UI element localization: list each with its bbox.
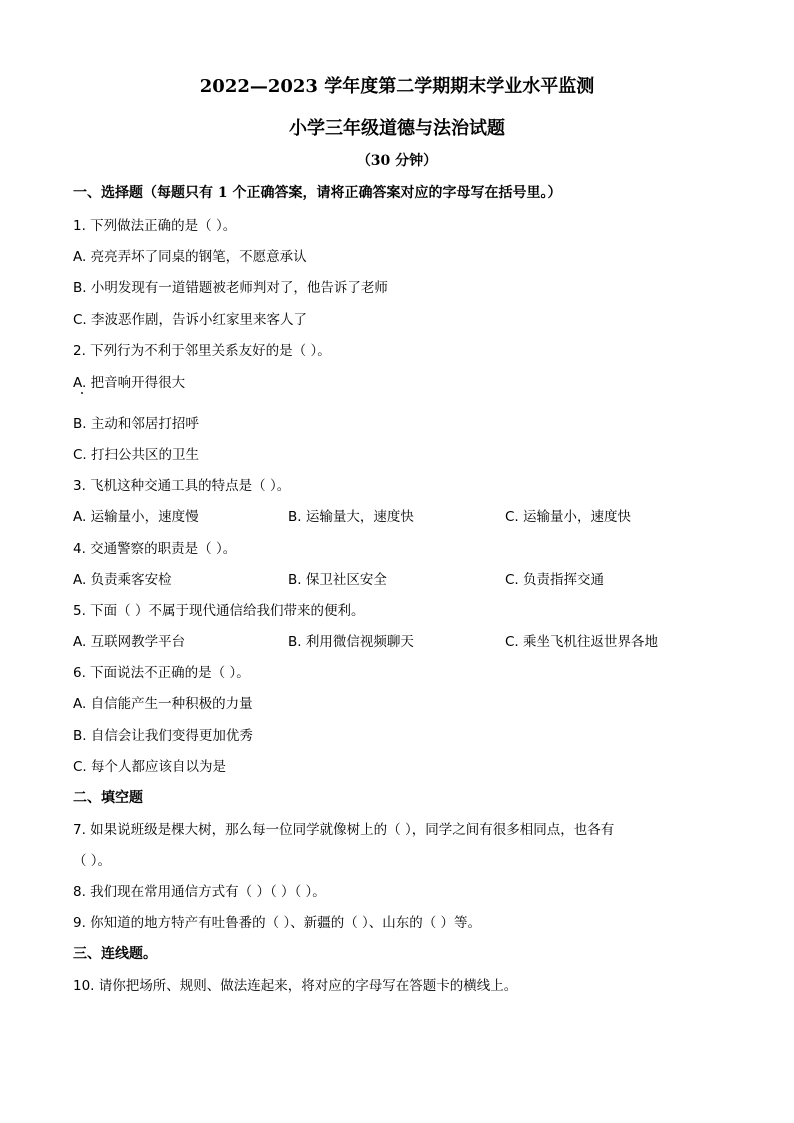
- q3-option-a: A. 运输量小，速度慢: [73, 509, 199, 525]
- q9: 9. 你知道的地方特产有吐鲁番的（ ）、新疆的（ ）、山东的（ ）等。: [73, 915, 482, 931]
- stray-dot: [81, 392, 83, 394]
- q2-option-c: C. 打扫公共区的卫生: [73, 447, 200, 463]
- q3-option-b: B. 运输量大，速度快: [288, 509, 414, 525]
- section3-heading: 三、连线题。: [73, 946, 157, 962]
- q3-option-c: C. 运输量小，速度快: [505, 509, 632, 525]
- q5-option-a: A. 互联网教学平台: [73, 634, 186, 650]
- q6-option-c: C. 每个人都应该自以为是: [73, 759, 227, 775]
- q1-option-b: B. 小明发现有一道错题被老师判对了，他告诉了老师: [73, 280, 388, 296]
- q4-option-a: A. 负责乘客安检: [73, 572, 172, 588]
- q3-stem: 3. 飞机这种交通工具的特点是（ ）。: [73, 478, 291, 494]
- q7-line1: 7. 如果说班级是棵大树，那么每一位同学就像树上的（ ），同学之间有很多相同点，也各有: [73, 822, 615, 838]
- q5-options: [73, 630, 733, 650]
- section1-heading: 一、选择题（每题只有 1 个正确答案，请将正确答案对应的字母写在括号里。）: [73, 185, 562, 201]
- q1-option-c: C. 李波恶作剧，告诉小红家里来客人了: [73, 312, 308, 328]
- q1-option-a: A. 亮亮弄坏了同桌的钢笔，不愿意承认: [73, 249, 307, 265]
- q10: 10. 请你把场所、规则、做法连起来，将对应的字母写在答题卡的横线上。: [73, 978, 518, 994]
- exam-subtitle: 小学三年级道德与法治试题: [289, 118, 505, 139]
- q4-option-c: C. 负责指挥交通: [505, 572, 605, 588]
- q6-option-a: A. 自信能产生一种积极的力量: [73, 696, 253, 712]
- section2-heading: 二、填空题: [73, 790, 143, 806]
- q5-option-b: B. 利用微信视频聊天: [288, 634, 414, 650]
- q7-line2: （ ）。: [73, 853, 112, 869]
- q2-option-a: A. 把音响开得很大: [73, 375, 186, 391]
- q5-stem: 5. 下面（ ）不属于现代通信给我们带来的便利。: [73, 603, 365, 619]
- q8: 8. 我们现在常用通信方式有（ ）（ ）（ ）。: [73, 884, 326, 900]
- q4-option-b: B. 保卫社区安全: [288, 572, 387, 588]
- q3-options: [73, 505, 733, 525]
- q6-stem: 6. 下面说法不正确的是（ ）。: [73, 665, 250, 681]
- q5-option-c: C. 乘坐飞机往返世界各地: [505, 634, 659, 650]
- q6-option-b: B. 自信会让我们变得更加优秀: [73, 728, 253, 744]
- q4-options: [73, 568, 733, 588]
- q2-option-b: B. 主动和邻居打招呼: [73, 416, 199, 432]
- q4-stem: 4. 交通警察的职责是（ ）。: [73, 541, 237, 557]
- q2-stem: 2. 下列行为不利于邻里关系友好的是（ ）。: [73, 343, 331, 359]
- exam-title: 2022—2023 学年度第二学期期末学业水平监测: [199, 76, 595, 97]
- exam-duration: （30 分钟）: [356, 153, 438, 169]
- q1-stem: 1. 下列做法正确的是（ ）。: [73, 218, 237, 234]
